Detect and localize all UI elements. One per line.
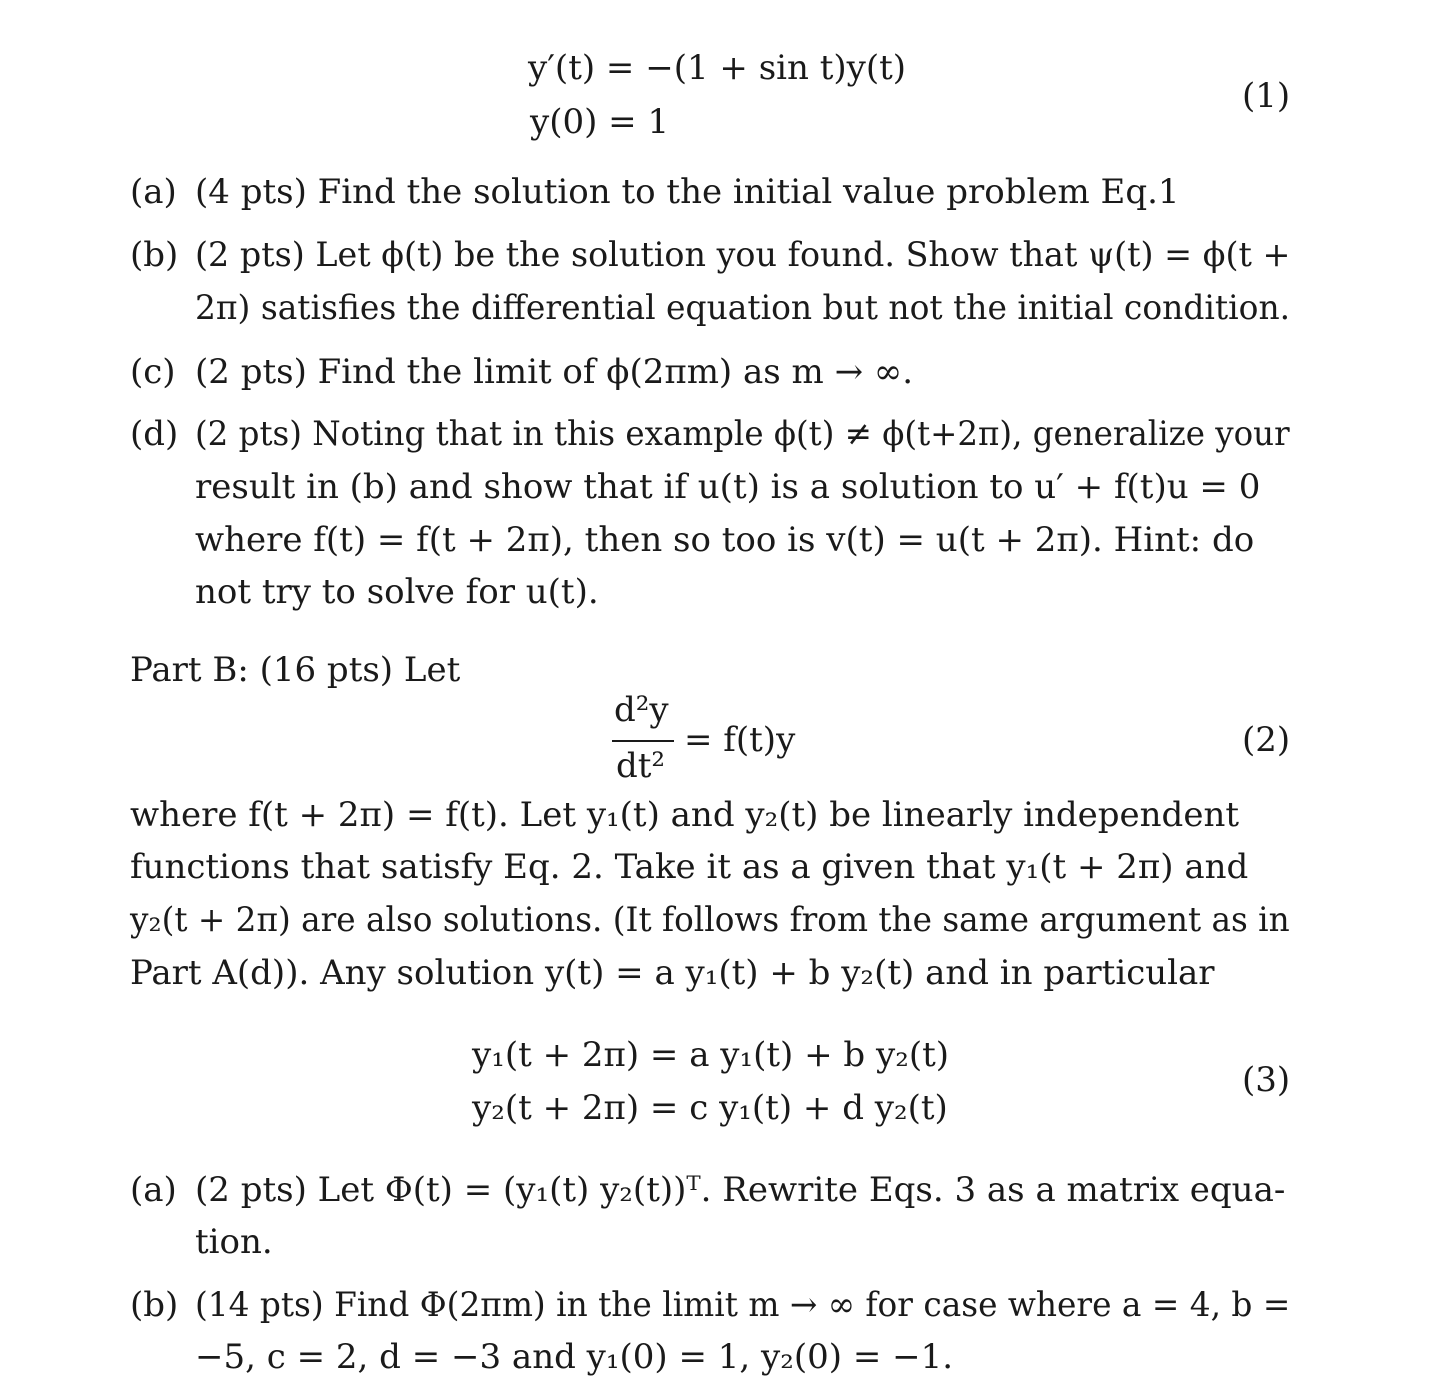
partA-d-line3: where f(t) = f(t + 2π), then so too is v(t) = u(t + 2π). Hint: do <box>195 520 1255 560</box>
partA-b-label: (b) <box>130 235 179 275</box>
partB-para-line3: y₂(t + 2π) are also solutions. (It follows from the same argument as in <box>130 900 1290 940</box>
eq2-numerator: d²y <box>614 690 669 730</box>
eq1-line1: y′(t) = −(1 + sin t)y(t) <box>528 48 907 88</box>
partA-d-line2: result in (b) and show that if u(t) is a solution to u′ + f(t)u = 0 <box>195 467 1261 507</box>
eq3-line2: y₂(t + 2π) = c y₁(t) + d y₂(t) <box>472 1088 948 1128</box>
partA-d-line4: not try to solve for u(t). <box>195 572 599 612</box>
eq3-number: (3) <box>1242 1060 1291 1100</box>
eq2-denominator: dt² <box>616 746 666 786</box>
partB-b-label: (b) <box>130 1285 179 1325</box>
partA-c-label: (c) <box>130 352 176 392</box>
partA-a-label: (a) <box>130 172 177 212</box>
partA-d-line1: (2 pts) Noting that in this example ϕ(t) ≠ ϕ(t+2π), generalize your <box>195 414 1290 454</box>
eq1-number: (1) <box>1242 76 1291 116</box>
partA-c-text: (2 pts) Find the limit of ϕ(2πm) as m → ∞. <box>195 352 914 392</box>
partB-b-line1: (14 pts) Find Φ(2πm) in the limit m → ∞ for case where a = 4, b = <box>195 1285 1291 1325</box>
partB-b-line2: −5, c = 2, d = −3 and y₁(0) = 1, y₂(0) = −1. <box>195 1337 954 1377</box>
partB-para-line4: Part A(d)). Any solution y(t) = a y₁(t) + b y₂(t) and in particular <box>130 953 1215 993</box>
eq2-rhs: = f(t)y <box>684 720 796 760</box>
partA-b-line1: (2 pts) Let ϕ(t) be the solution you found. Show that ψ(t) = ϕ(t + <box>195 235 1291 275</box>
eq1-line2: y(0) = 1 <box>530 102 670 142</box>
partB-a-line1: (2 pts) Let Φ(t) = (y₁(t) y₂(t))ᵀ. Rewrite Eqs. 3 as a matrix equa- <box>195 1170 1286 1210</box>
eq2-number: (2) <box>1242 720 1291 760</box>
eq3-line1: y₁(t + 2π) = a y₁(t) + b y₂(t) <box>472 1035 950 1075</box>
partA-d-label: (d) <box>130 414 179 454</box>
partA-b-line2: 2π) satisfies the differential equation but not the initial condition. <box>195 288 1291 328</box>
partB-a-line2: tion. <box>195 1222 273 1262</box>
partB-para-line2: functions that satisfy Eq. 2. Take it as a given that y₁(t + 2π) and <box>130 847 1249 887</box>
partB-para-line1: where f(t + 2π) = f(t). Let y₁(t) and y₂(t) be linearly independent <box>130 795 1240 835</box>
partB-intro: Part B: (16 pts) Let <box>130 650 461 690</box>
eq2-fraction-bar <box>612 740 674 742</box>
partA-a-text: (4 pts) Find the solution to the initial value problem Eq.1 <box>195 172 1180 212</box>
partB-a-label: (a) <box>130 1170 177 1210</box>
